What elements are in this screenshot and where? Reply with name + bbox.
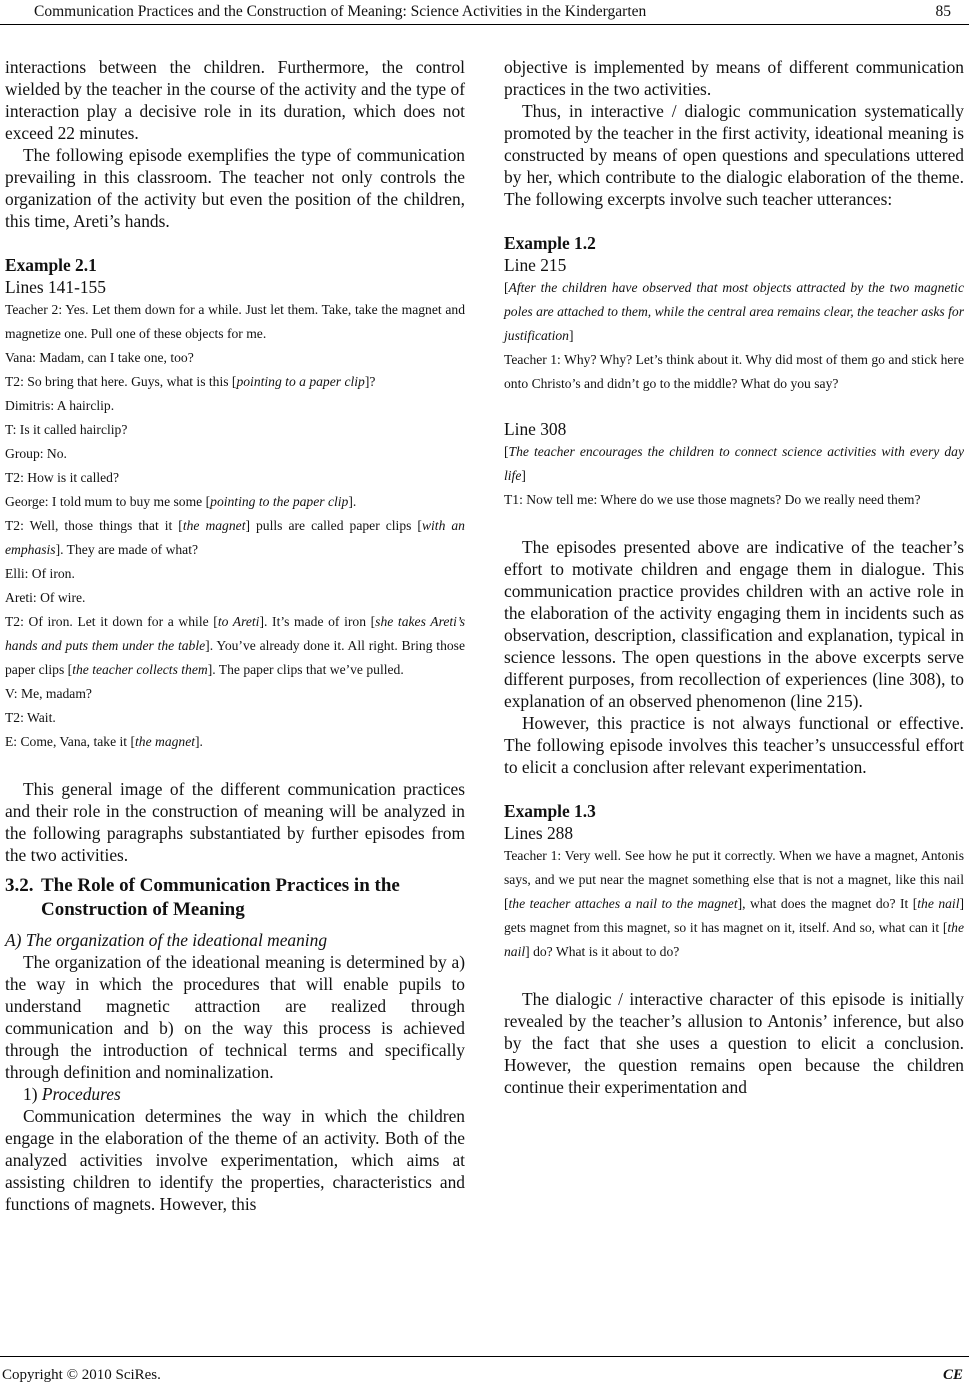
transcript-line: Dimitris: A hairclip. xyxy=(5,398,115,413)
paragraph: objective is implemented by means of different communication practices in the two activities. xyxy=(504,57,964,99)
paragraph: The following episode exemplifies the type of communication prevailing in this classroom. The teacher not only controls the organization of the activity but even the position of the children, this time, Areti’s hands. xyxy=(5,145,465,231)
footer-rule xyxy=(0,1356,969,1357)
example-lines: Line 308 xyxy=(504,419,567,439)
paragraph: The organization of the ideational meaning is determined by a) the way in which the procedures that will enable pupils to understand magnetic attraction are realized through communication and b) on the way this process is achieved through the introduction of technical terms and specifically through definition and nominalization. xyxy=(5,952,465,1082)
section-title-line: Construction of Meaning xyxy=(41,898,245,920)
example-title: Example 1.3 xyxy=(504,801,596,821)
transcript-line: V: Me, madam? xyxy=(5,686,92,701)
example-title: Example 2.1 xyxy=(5,255,97,275)
transcript-line: E: Come, Vana, take it [the magnet]. xyxy=(5,734,203,749)
subsection-heading: 1) Procedures xyxy=(23,1084,121,1104)
transcript-line: T2: How is it called? xyxy=(5,470,120,485)
page-number: 85 xyxy=(935,3,951,20)
paragraph: However, this practice is not always functional or effective. The following episode involves this teacher’s unsuccessful effort to elicit a conclusion after relevant experimentation. xyxy=(504,713,964,777)
transcript-line: Teacher 1: Very well. See how he put it correctly. When we have a magnet, Antonis says, and we put near the magnet something else that is not a magnet, like this nail [the teacher attaches a nail to the magnet], what does the magnet do? It [the nail] gets magnet from this magnet, so it has magnet on it, itself. And so, what can it [the nail] do? What is it about to do? xyxy=(504,848,965,959)
transcript xyxy=(5,298,465,754)
transcript-line: George: I told mum to buy me some [pointing to the paper clip]. xyxy=(5,494,357,509)
transcript-line: T: Is it called hairclip? xyxy=(5,422,128,437)
running-title: Communication Practices and the Construction of Meaning: Science Activities in the Kindergarten xyxy=(34,3,647,20)
paragraph: This general image of the different communication practices and their role in the construction of meaning will be analyzed in the following paragraphs substantiated by further episodes from the two activities. xyxy=(5,779,465,865)
copyright: Copyright © 2010 SciRes. xyxy=(2,1367,161,1383)
paragraph: Thus, in interactive / dialogic communication systematically promoted by the teacher in the first activity, ideational meaning is constructed by means of open questions and speculations uttered by her, which contribute to the dialogic elaboration of the theme. The following excerpts involve such teacher utterances: xyxy=(504,101,964,209)
transcript-line: T2: Of iron. Let it down for a while [to Areti]. It’s made of iron [she takes Areti’s hands and puts them under the table]. You’ve already done it. All right. Bring those paper clips [the teacher collects them]. The paper clips that we’ve pulled. xyxy=(5,614,466,677)
journal-abbreviation: CE xyxy=(942,1367,963,1383)
transcript-line: T2: Wait. xyxy=(5,710,56,725)
transcript-line: T2: So bring that here. Guys, what is this [pointing to a paper clip]? xyxy=(5,374,376,389)
paragraph: interactions between the children. Furthermore, the control wielded by the teacher in the course of the activity and the type of interaction play a decisive role in its duration, which does not exceed 22 minutes. xyxy=(5,57,465,143)
subsection-heading: A) The organization of the ideational meaning xyxy=(5,930,328,950)
running-header xyxy=(0,0,969,26)
transcript-line: Vana: Madam, can I take one, too? xyxy=(5,350,194,365)
transcript-note: [The teacher encourages the children to connect science activities with every day life] xyxy=(504,444,964,483)
paragraph: The dialogic / interactive character of this episode is initially revealed by the teacher’s allusion to Antonis’ inference, but also by the fact that she uses a question to elicit a conclusion. However, the question remains open because the children continue their experimentation and xyxy=(504,989,964,1097)
transcript-line: Teacher 2: Yes. Let them down for a while. Just let them. Take, take the magnet and magnetize one. Pull one of these objects for me. xyxy=(5,302,465,341)
transcript-line: Elli: Of iron. xyxy=(5,566,75,581)
header-rule xyxy=(0,24,969,25)
example-lines: Lines 141-155 xyxy=(5,277,106,297)
transcript-line: T1: Now tell me: Where do we use those magnets? Do we really need them? xyxy=(504,492,921,507)
right-column xyxy=(504,56,964,1098)
section-heading xyxy=(5,874,465,921)
left-column xyxy=(5,56,465,1215)
example-title: Example 1.2 xyxy=(504,233,596,253)
example-lines: Line 215 xyxy=(504,255,567,275)
paragraph: Communication determines the way in which the children engage in the elaboration of the theme of an activity. Both of the analyzed activities involve experimentation, which aims at assisting children to identify the properties, characteristics and functions of magnets. However, this xyxy=(5,1106,465,1214)
transcript-line: Areti: Of wire. xyxy=(5,590,86,605)
transcript-line: Group: No. xyxy=(5,446,67,461)
paragraph: The episodes presented above are indicative of the teacher’s effort to motivate children and engage them in dialogue. This communication practice provides children with an active role in the elaboration of the activity engaging them in incidents such as observation, description, classification and explanation, typical in science lessons. The open questions in the above excerpts serve different purposes, from recollection of experiences (line 308), to explanation of an observed phenomenon (line 215). xyxy=(504,537,964,711)
transcript-note: [After the children have observed that most objects attracted by the two magnetic poles are attached to them, while the central area remains clear, the teacher asks for justification] xyxy=(504,280,964,343)
section-number: 3.2. xyxy=(5,875,34,896)
transcript-line: T2: Well, those things that it [the magnet] pulls are called paper clips [with an emphasis]. They are made of what? xyxy=(5,518,465,557)
section-title-line: The Role of Communication Practices in the xyxy=(41,875,400,896)
page-footer xyxy=(0,1356,969,1386)
transcript-line: Teacher 1: Why? Why? Let’s think about it. Why did most of them go and stick here onto Christo’s and didn’t go to the middle? What do you say? xyxy=(504,352,964,391)
example-lines: Lines 288 xyxy=(504,823,574,843)
